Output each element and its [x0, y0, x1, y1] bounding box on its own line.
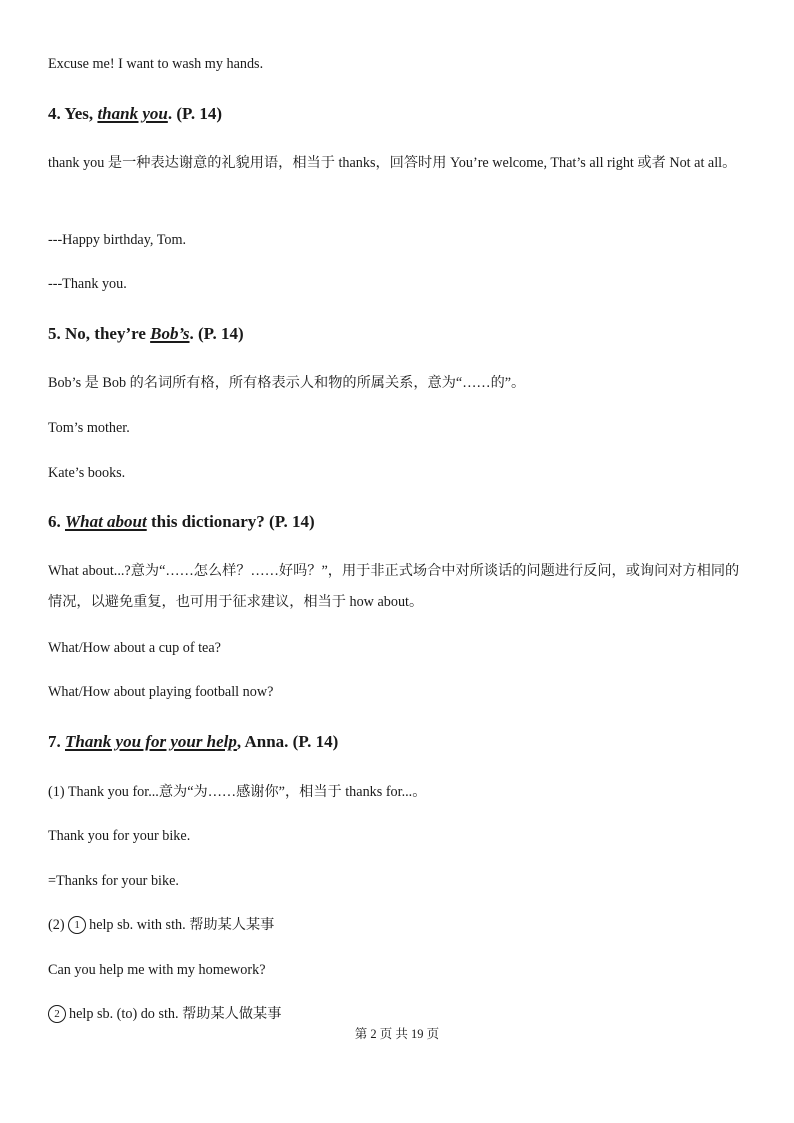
key-phrase: Bob’s: [150, 324, 190, 343]
explanation-paragraph: thank you 是一种表达谢意的礼貌用语，相当于 thanks，回答时用 You’re welcome, That’s all right 或者 Not at all。: [48, 155, 737, 171]
example-sentence: Kate’s books.: [48, 465, 126, 481]
example-sentence: =Thanks for your bike.: [48, 873, 179, 889]
heading-text: this dictionary? (P. 14): [146, 512, 315, 531]
usage-text: help sb. (to) do sth. 帮助某人做某事: [69, 1006, 282, 1022]
example-sentence: Excuse me! I want to wash my hands.: [48, 56, 264, 72]
example-sentence: Can you help me with my homework?: [48, 962, 266, 978]
section-heading-6: [48, 511, 315, 533]
example-sentence: ---Happy birthday, Tom.: [48, 232, 187, 248]
usage-text: help sb. with sth. 帮助某人某事: [89, 917, 275, 933]
heading-text: . (P. 14): [167, 104, 222, 123]
heading-text: , Anna. (P. 14): [236, 732, 339, 751]
heading-text: 7.: [48, 732, 65, 751]
key-phrase: thank you: [97, 104, 168, 123]
explanation-paragraph: Bob’s 是 Bob 的名词所有格，所有格表示人和物的所属关系，意为“……的”。: [48, 375, 526, 391]
example-sentence: What/How about playing football now?: [48, 684, 274, 700]
section-heading-4: [48, 103, 222, 125]
key-phrase: Thank you for your help: [65, 732, 237, 751]
item-prefix: (2): [48, 917, 65, 933]
example-sentence: What/How about a cup of tea?: [48, 640, 221, 656]
example-sentence: ---Thank you.: [48, 276, 127, 292]
section-heading-5: [48, 323, 244, 345]
example-sentence: Tom’s mother.: [48, 420, 130, 436]
usage-item-1: [48, 915, 748, 935]
explanation-paragraph: (1) Thank you for...意为“为……感谢你”，相当于 thanks for...。: [48, 784, 427, 800]
usage-item-2: [48, 1004, 748, 1024]
explanation-paragraph: What about...?意为“……怎么样？……好吗？”，用于非正式场合中对所谈话的问题进行反问，或询问对方相同的情况，以避免重复，也可用于征求建议，相当于 how about。: [48, 563, 740, 610]
circled-number: 1: [68, 916, 86, 934]
page-footer: 第 2 页 共 19 页: [354, 1027, 440, 1041]
section-heading-7: [48, 731, 338, 753]
key-phrase: What about: [65, 512, 147, 531]
example-sentence: Thank you for your bike.: [48, 828, 191, 844]
heading-text: 6.: [48, 512, 65, 531]
heading-text: 4. Yes,: [48, 104, 98, 123]
circled-number: 2: [48, 1005, 66, 1023]
heading-text: . (P. 14): [189, 324, 244, 343]
heading-text: 5. No, they’re: [48, 324, 151, 343]
